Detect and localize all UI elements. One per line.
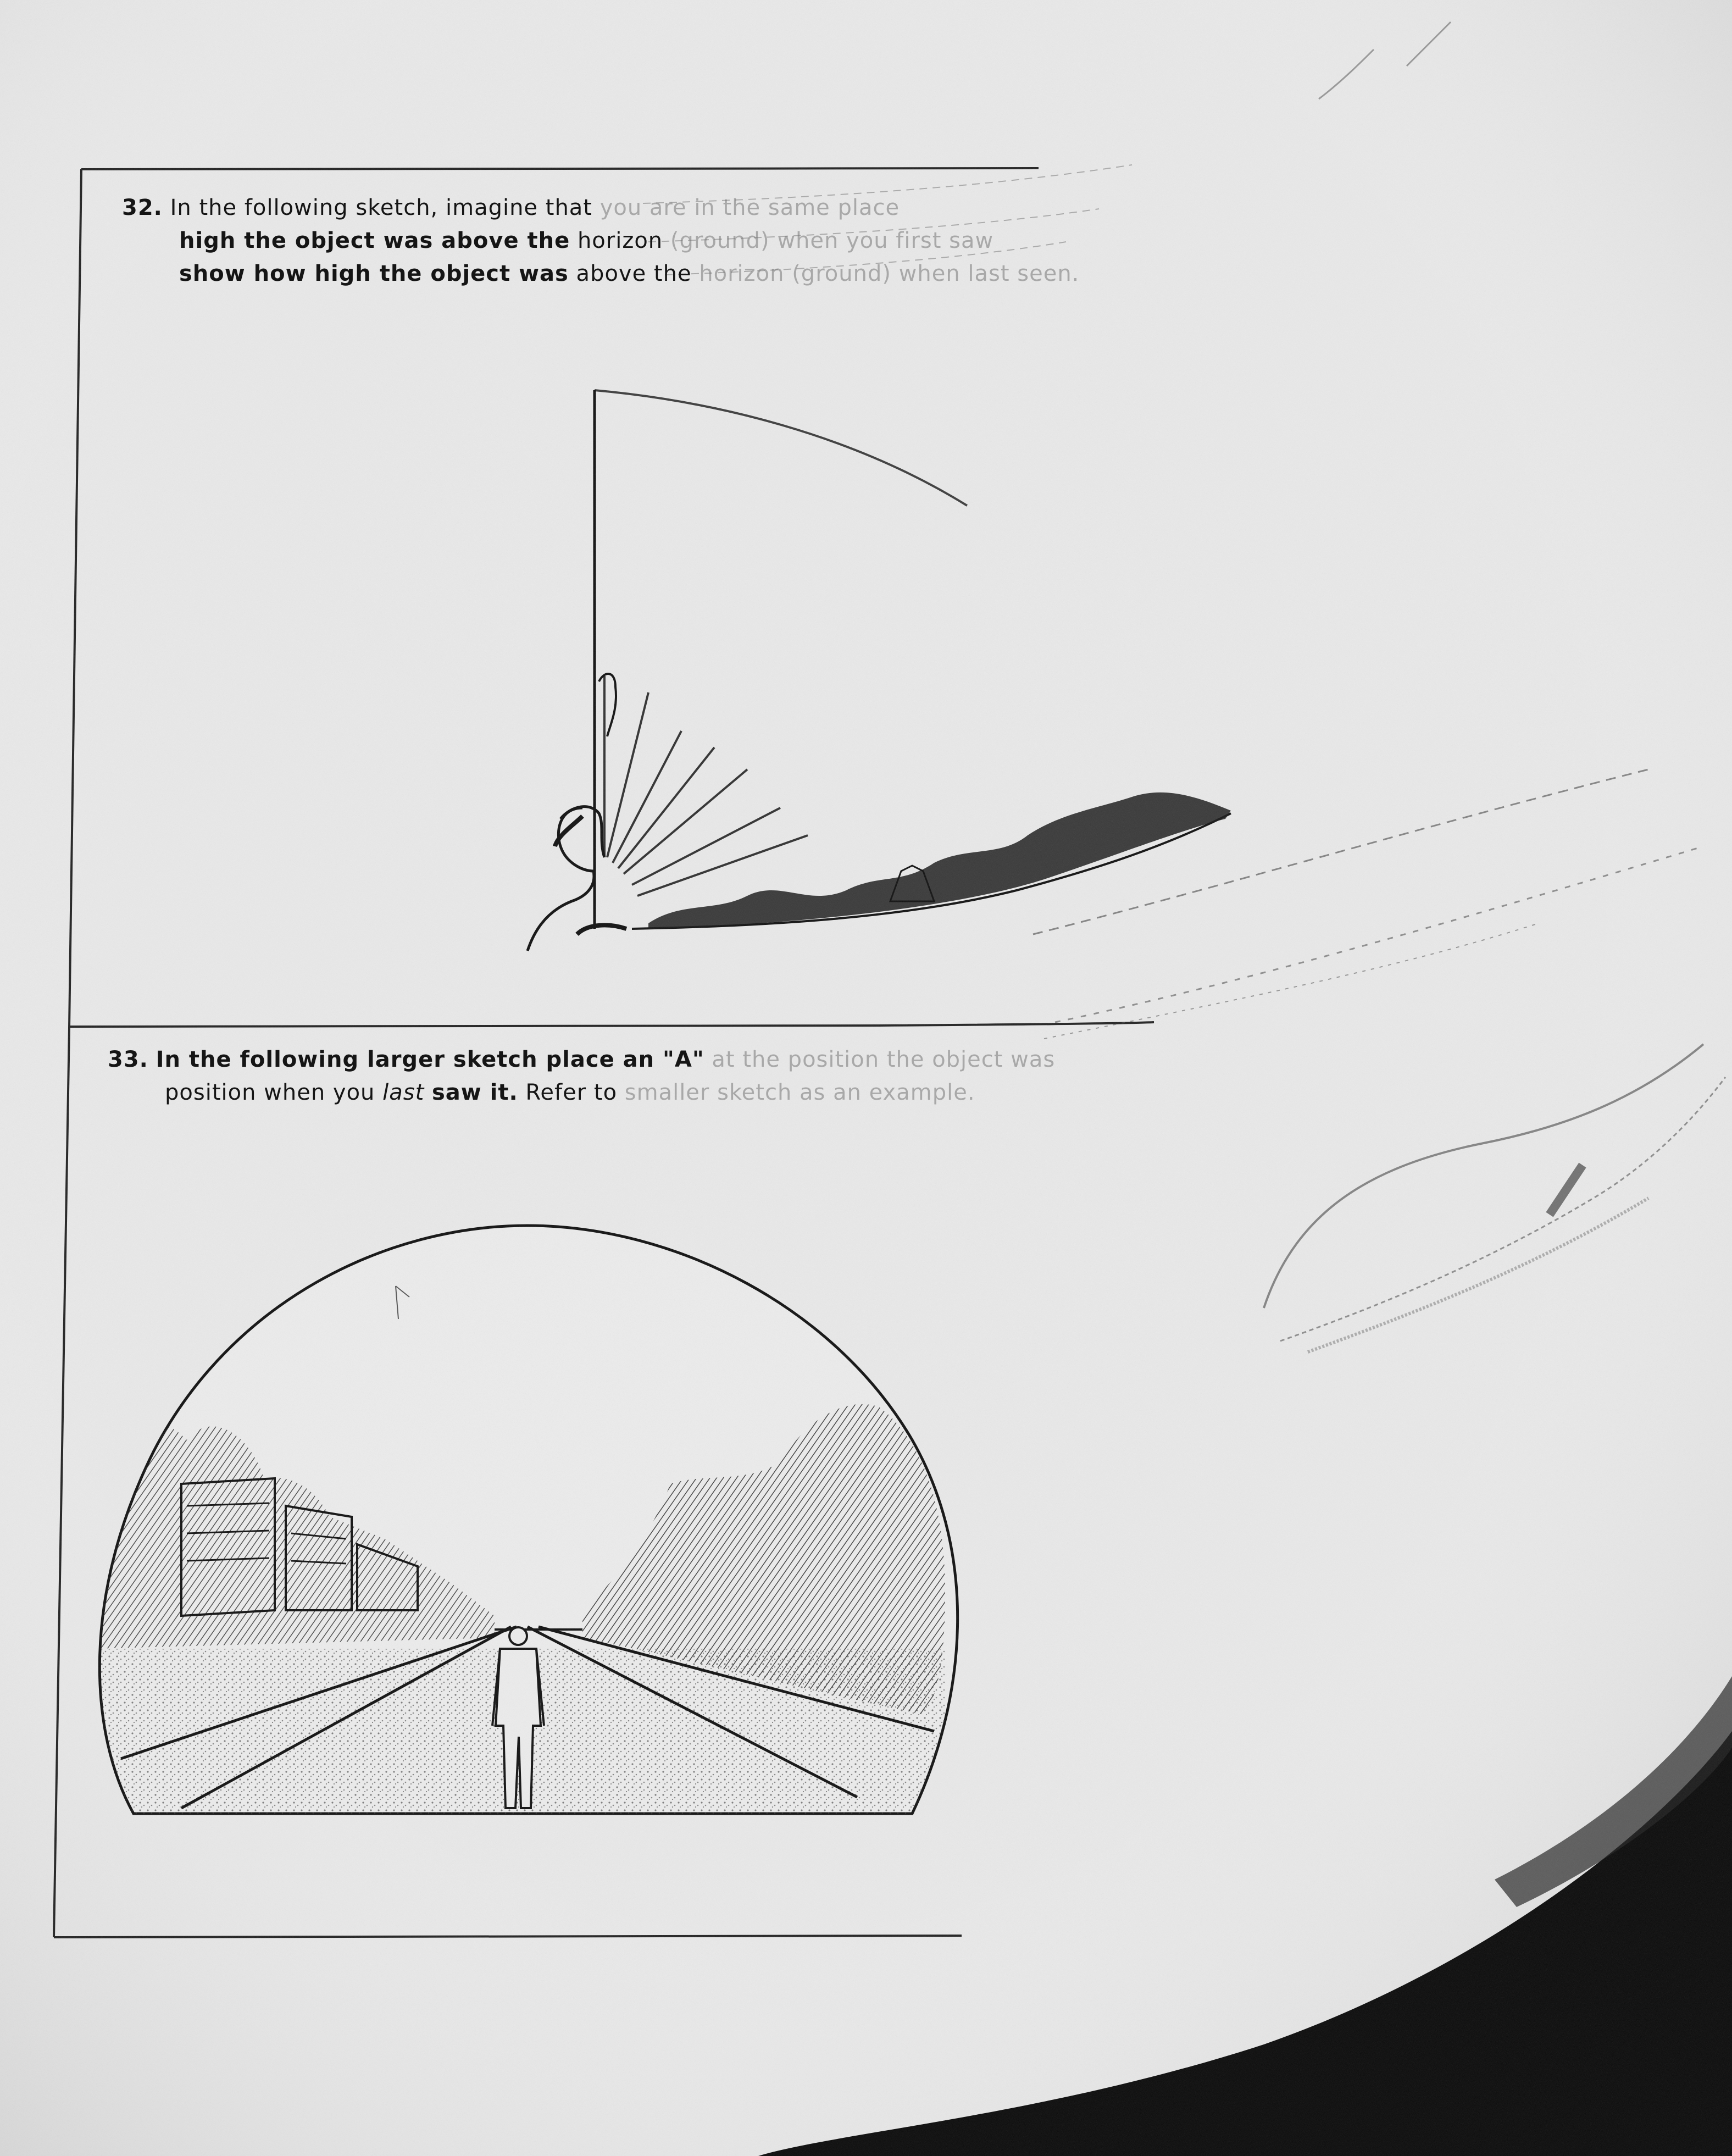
- question-33-line1-faint: at the position the object was: [712, 1047, 1056, 1072]
- question-32: [122, 191, 1079, 290]
- question-33-line2-c: Refer to: [525, 1080, 618, 1105]
- question-33-line2-a: position when you: [165, 1080, 375, 1105]
- question-32-line2-b: horizon: [577, 228, 663, 253]
- question-32-line3-faint: horizon (ground) when last seen.: [699, 261, 1080, 286]
- question-32-number: 32.: [122, 195, 163, 220]
- question-33-line2-em: last: [382, 1080, 425, 1105]
- question-32-line1: In the following sketch, imagine that: [170, 195, 592, 220]
- question-32-line3-b: above the: [576, 261, 692, 286]
- question-32-line1-faint: you are in the same place: [599, 195, 900, 220]
- question-33-line2-b: saw it.: [431, 1080, 518, 1105]
- question-33-line1: In the following larger sketch place an "A": [156, 1047, 704, 1072]
- question-32-line2: high the object was above the: [179, 228, 570, 253]
- question-32-line3: show how high the object was: [179, 261, 569, 286]
- question-33-line2-faint: smaller sketch as an example.: [624, 1080, 975, 1105]
- question-32-line2-faint: (ground) when you first saw: [670, 228, 994, 253]
- question-33: [108, 1043, 1055, 1109]
- question-33-number: 33.: [108, 1047, 148, 1072]
